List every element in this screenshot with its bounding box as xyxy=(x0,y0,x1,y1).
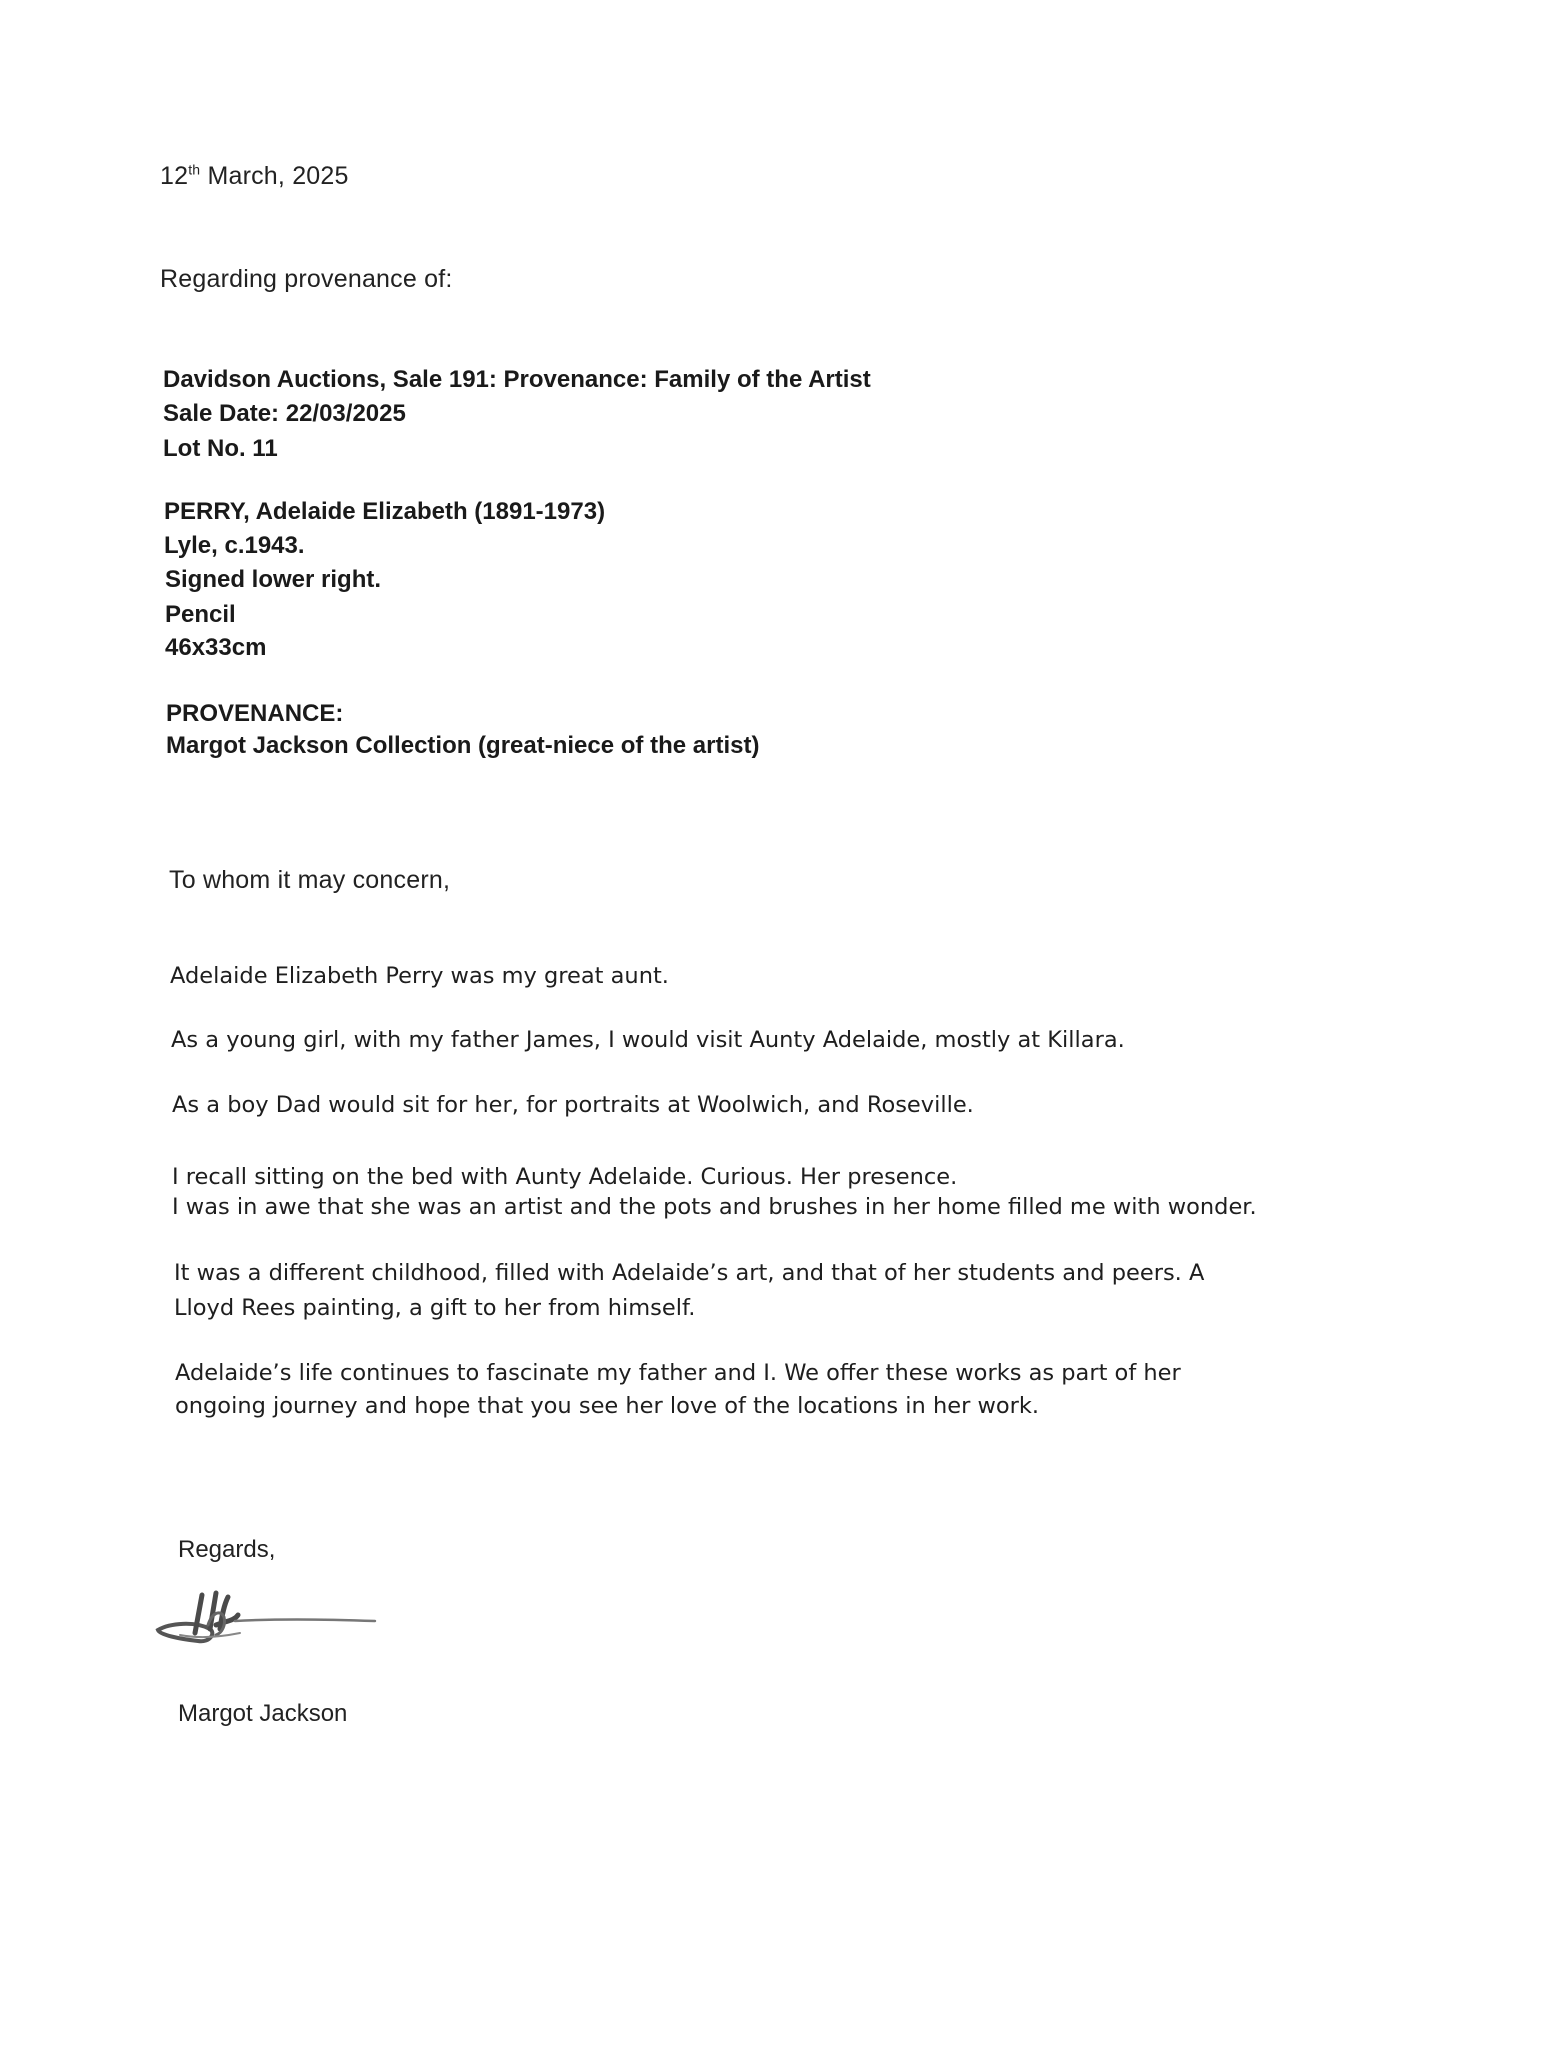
signature-location: Signed lower right. xyxy=(165,566,382,593)
date-day: 12 xyxy=(160,162,189,190)
paragraph-5-line-2: Lloyd Rees painting, a gift to her from himself. xyxy=(174,1295,696,1321)
artwork-dimensions: 46x33cm xyxy=(165,634,267,661)
auction-line: Davidson Auctions, Sale 191: Provenance: Family of the Artist xyxy=(163,366,871,393)
paragraph-4-line-2: I was in awe that she was an artist and the pots and brushes in her home filled me with wonder. xyxy=(172,1194,1257,1220)
paragraph-1: Adelaide Elizabeth Perry was my great aunt. xyxy=(170,963,669,989)
artwork-title: Lyle, c.1943. xyxy=(164,532,305,559)
regarding-line: Regarding provenance of: xyxy=(160,265,453,293)
handwritten-signature xyxy=(150,1585,380,1655)
provenance-value: Margot Jackson Collection (great-niece of the artist) xyxy=(166,732,760,759)
artwork-medium: Pencil xyxy=(165,601,236,628)
date-rest: March, 2025 xyxy=(200,162,349,190)
artist-name: PERRY, Adelaide Elizabeth (1891-1973) xyxy=(164,498,606,525)
paragraph-5-line-1: It was a different childhood, filled with Adelaide’s art, and that of her students and peers. A xyxy=(174,1260,1205,1286)
provenance-label: PROVENANCE: xyxy=(166,700,344,727)
salutation: To whom it may concern, xyxy=(169,866,451,894)
date-suffix: th xyxy=(188,161,201,178)
signatory-name: Margot Jackson xyxy=(178,1700,348,1727)
paragraph-6-line-1: Adelaide’s life continues to fascinate my father and I. We offer these works as part of her xyxy=(175,1360,1181,1386)
paragraph-2: As a young girl, with my father James, I would visit Aunty Adelaide, mostly at Killara. xyxy=(171,1027,1125,1053)
sale-date: Sale Date: 22/03/2025 xyxy=(163,400,406,427)
paragraph-3: As a boy Dad would sit for her, for portraits at Woolwich, and Roseville. xyxy=(172,1092,974,1118)
paragraph-6-line-2: ongoing journey and hope that you see her love of the locations in her work. xyxy=(175,1393,1040,1419)
lot-number: Lot No. 11 xyxy=(163,435,278,462)
closing: Regards, xyxy=(178,1536,276,1563)
letter-date xyxy=(160,162,349,191)
paragraph-4-line-1: I recall sitting on the bed with Aunty Adelaide. Curious. Her presence. xyxy=(172,1164,958,1190)
